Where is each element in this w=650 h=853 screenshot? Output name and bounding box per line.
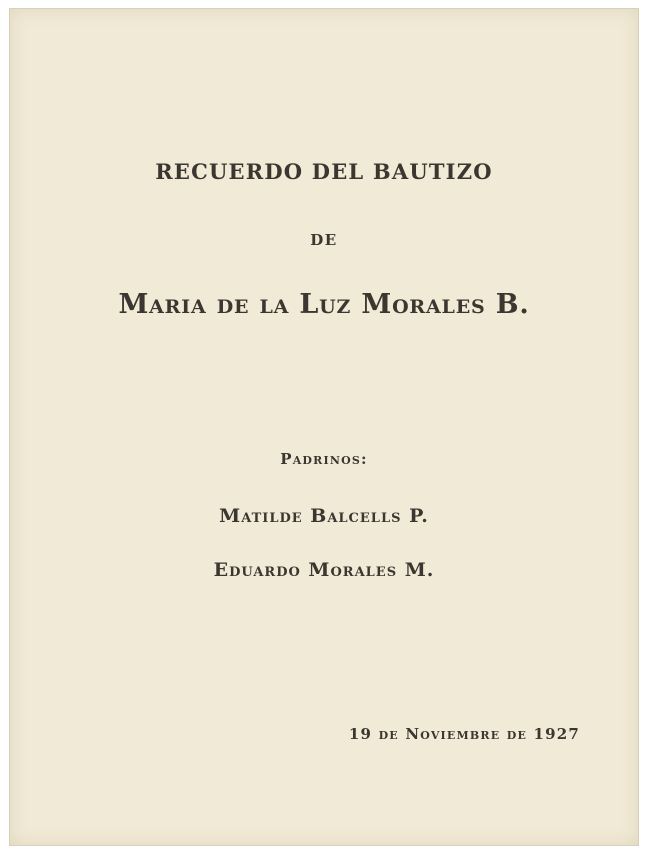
baptism-date: 19 de Noviembre de 1927 <box>348 725 580 743</box>
connector-word: DE <box>310 231 338 249</box>
godparent-name: Eduardo Morales M. <box>213 559 435 581</box>
godparent-name: Matilde Balcells P. <box>219 505 429 527</box>
card-title: RECUERDO DEL BAUTIZO <box>155 159 493 184</box>
godparents-label: Padrinos: <box>280 450 368 468</box>
baptism-card <box>9 8 639 846</box>
child-name: Maria de la Luz Morales B. <box>118 289 530 320</box>
